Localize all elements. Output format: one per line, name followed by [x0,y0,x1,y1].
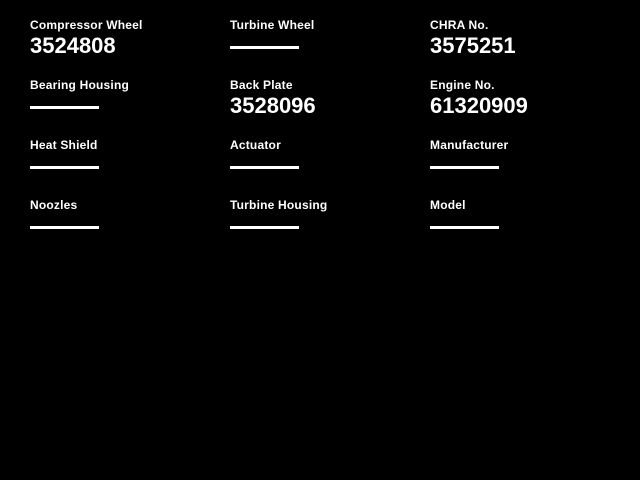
field-label: Compressor Wheel [30,18,143,32]
empty-value-line [30,226,99,229]
field-chra-no [430,19,630,79]
field-label: CHRA No. [430,18,489,32]
field-bearing-housing [30,79,230,139]
field-label: Bearing Housing [30,78,130,92]
field-label: Manufacturer [430,138,509,152]
field-label: Turbine Wheel [230,18,315,32]
empty-value-line [230,46,299,49]
field-label: Noozles [30,198,78,212]
field-turbine-housing [230,199,430,259]
empty-value-line [30,106,99,109]
fields-grid [30,19,630,259]
field-label: Engine No. [430,78,495,92]
empty-value-line [230,226,299,229]
field-label: Turbine Housing [230,198,328,212]
empty-value-line [430,166,499,169]
field-heat-shield [30,139,230,199]
field-value: 3524808 [30,33,116,58]
field-back-plate [230,79,430,139]
field-manufacturer [430,139,630,199]
field-label: Actuator [230,138,281,152]
field-label: Back Plate [230,78,293,92]
empty-value-line [230,166,299,169]
empty-value-line [430,226,499,229]
field-value: 3528096 [230,93,316,118]
field-value: 3575251 [430,33,516,58]
field-value: 61320909 [430,93,528,118]
field-noozles [30,199,230,259]
field-actuator [230,139,430,199]
field-model [430,199,630,259]
field-turbine-wheel [230,19,430,79]
field-label: Model [430,198,466,212]
empty-value-line [30,166,99,169]
field-compressor-wheel [30,19,230,79]
field-label: Heat Shield [30,138,98,152]
field-engine-no [430,79,630,139]
